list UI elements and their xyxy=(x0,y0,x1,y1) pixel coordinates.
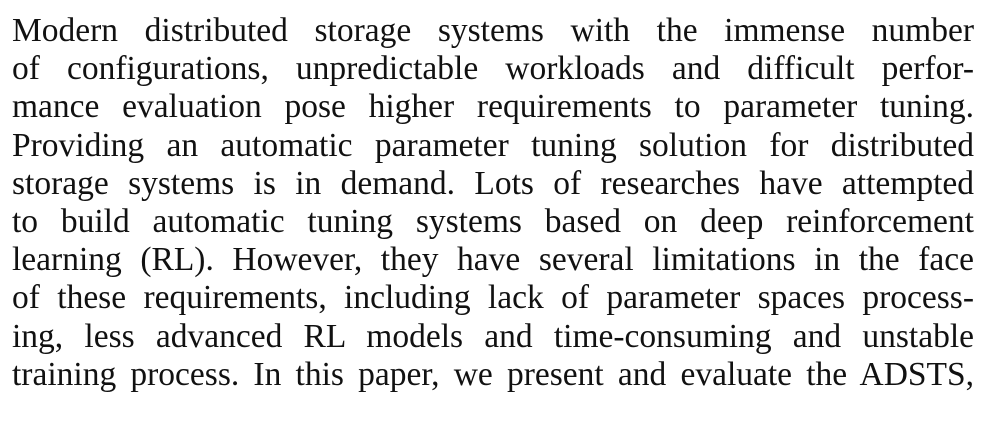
text-line: training process. In this paper, we present and evaluate the ADSTS, xyxy=(12,355,974,393)
text-line: Providing an automatic parameter tuning solution for distributed xyxy=(12,126,974,164)
text-line: learning (RL). However, they have several limitations in the face xyxy=(12,241,974,279)
text-line: of these requirements, including lack of parameter spaces process- xyxy=(12,279,974,317)
text-line: ing, less advanced RL models and time-consuming and unstable xyxy=(12,317,974,355)
text-line: of configurations, unpredictable workloads and difficult perfor- xyxy=(12,50,974,88)
text-line: Modern distributed storage systems with the immense number xyxy=(12,12,974,49)
text-line: storage systems is in demand. Lots of researches have attempted xyxy=(12,164,974,202)
text-line: to build automatic tuning systems based on deep reinforcement xyxy=(12,202,974,240)
text-line: mance evaluation pose higher requirements to parameter tuning. xyxy=(12,88,974,126)
abstract-paragraph xyxy=(12,12,974,394)
